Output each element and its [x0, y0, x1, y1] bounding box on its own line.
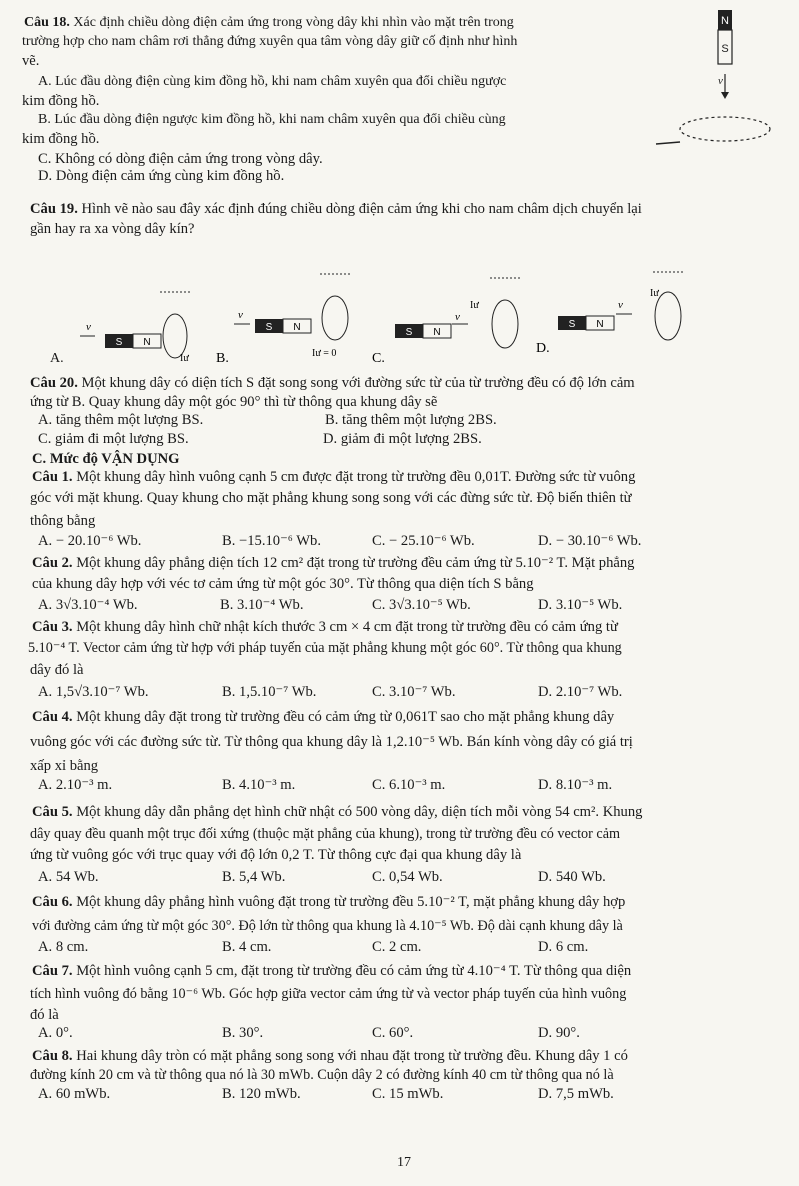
c7-text1: Một hình vuông cạnh 5 cm, đặt trong từ trường đều có cảm ứng từ 4.10⁻⁴ T. Từ thông qua diện	[76, 963, 632, 979]
c5-line2: dây quay đều quanh một trục đối xứng (thuộc mặt phẳng của khung), trong từ trường đều có vector cảm	[30, 826, 621, 842]
c1-option-b: B. −15.10⁻⁶ Wb.	[222, 533, 321, 549]
c4-number: Câu 4.	[32, 709, 73, 725]
c6-line1	[32, 893, 625, 911]
q18-number: Câu 18.	[24, 15, 70, 30]
c8-option-a: A. 60 mWb.	[38, 1086, 111, 1102]
c1-option-c: C. − 25.10⁻⁶ Wb.	[372, 533, 475, 549]
q19-fig-d-label: D.	[536, 341, 550, 356]
c2-option-d: D. 3.10⁻⁵ Wb.	[538, 597, 623, 613]
q19-number: Câu 19.	[30, 201, 78, 217]
q19-fig-c-loop	[492, 300, 518, 348]
q19-fig-a-current: Iư	[180, 353, 189, 364]
c7-number: Câu 7.	[32, 963, 73, 979]
q18-line1	[24, 14, 514, 32]
q19-fig-d-loop	[655, 292, 681, 340]
c8-line2: đường kính 20 cm và từ thông qua nó là 30 mWb. Cuộn dây 2 có đường kính 40 cm từ thông qua nó là	[30, 1067, 614, 1083]
q19-fig-a-s: S	[115, 337, 123, 348]
q19-line2: gần hay ra xa vòng dây kín?	[30, 221, 195, 237]
q19-fig-c-current: Iư	[470, 300, 479, 311]
q19-fig-c-s: S	[405, 327, 413, 338]
q19-line1	[30, 200, 642, 218]
c1-line2: góc với mặt khung. Quay khung cho mặt phẳng khung song song với các đừng sức từ. Độ biến thiên từ	[30, 490, 632, 506]
q19-fig-d-n: N	[596, 319, 604, 330]
q19-fig-c-label: C.	[372, 351, 385, 366]
c1-line1	[32, 468, 635, 486]
c3-option-d: D. 2.10⁻⁷ Wb.	[538, 684, 623, 700]
q19-fig-a-loop	[163, 314, 187, 358]
q18-option-a-cont: kim đồng hồ.	[22, 93, 100, 109]
q18-option-d: D. Dòng điện cảm ứng cùng kim đồng hồ.	[38, 168, 285, 184]
c8-number: Câu 8.	[32, 1048, 73, 1064]
q19-fig-a-v: v	[86, 321, 91, 333]
c3-option-a: A. 1,5√3.10⁻⁷ Wb.	[38, 684, 149, 700]
velocity-arrowhead	[721, 92, 729, 99]
q18-option-a: A. Lúc đầu dòng điện cùng kim đồng hồ, khi nam châm xuyên qua đổi chiều ngược	[38, 74, 507, 89]
c7-line2: tích hình vuông đó bằng 10⁻⁶ Wb. Góc hợp giữa vector cảm ứng từ và vector pháp tuyến của hình vuông	[30, 986, 627, 1002]
c8-option-b: B. 120 mWb.	[222, 1086, 301, 1102]
c3-number: Câu 3.	[32, 619, 73, 635]
q19-fig-b-s: S	[265, 322, 273, 333]
c8-option-c: C. 15 mWb.	[372, 1086, 444, 1102]
c1-option-a: A. − 20.10⁻⁶ Wb.	[38, 533, 142, 549]
c7-option-a: A. 0°.	[38, 1025, 73, 1041]
c7-option-d: D. 90°.	[538, 1025, 580, 1041]
c7-line1	[32, 962, 631, 980]
c6-option-d: D. 6 cm.	[538, 939, 589, 955]
c8-line1	[32, 1047, 628, 1065]
q18-option-b: B. Lúc đầu dòng điện ngược kim đồng hồ, khi nam châm xuyên qua đổi chiều cùng	[38, 112, 506, 127]
c4-line3: xấp xỉ bằng	[30, 758, 99, 774]
c7-option-c: C. 60°.	[372, 1025, 414, 1041]
c4-option-a: A. 2.10⁻³ m.	[38, 777, 113, 793]
c7-option-b: B. 30°.	[222, 1025, 264, 1041]
c8-option-d: D. 7,5 mWb.	[538, 1086, 614, 1102]
c5-number: Câu 5.	[32, 804, 73, 820]
c4-line1	[32, 708, 614, 726]
q20-option-c: C. giảm đi một lượng BS.	[38, 431, 189, 447]
c5-line3: ứng từ vuông góc với trục quay với độ lớn 0,2 T. Từ thông cực đại qua khung dây là	[30, 847, 522, 863]
c5-line1	[32, 803, 642, 821]
page-number: 17	[397, 1155, 411, 1170]
velocity-label: v	[718, 75, 723, 87]
q19-fig-a-n: N	[143, 337, 151, 348]
c4-option-c: C. 6.10⁻³ m.	[372, 777, 446, 793]
c3-text1: Một khung dây hình chữ nhật kích thước 3 cm × 4 cm đặt trong từ trường đều có cảm ứng từ	[76, 619, 618, 635]
q20-option-d: D. giảm đi một lượng 2BS.	[323, 431, 482, 447]
c4-text1: Một khung dây đặt trong từ trường đều có cảm ứng từ 0,061T sao cho mặt phẳng khung dây	[76, 709, 615, 725]
c6-text1: Một khung dây phẳng hình vuông đặt trong từ trường đều 5.10⁻² T, mặt phẳng khung dây hợp	[76, 894, 626, 910]
q18-line2: trường hợp cho nam châm rơi thẳng đứng xuyên qua tâm vòng dây giữ cố định như hình	[22, 34, 518, 49]
magnet-n-label: N	[721, 15, 729, 27]
loop-lead	[656, 142, 680, 144]
q19-figure-d	[536, 272, 683, 356]
q18-figure	[648, 4, 788, 154]
c3-option-b: B. 1,5.10⁻⁷ Wb.	[222, 684, 317, 700]
q19-fig-d-s: S	[568, 319, 576, 330]
q19-figure-c	[372, 278, 520, 366]
c3-line3: dây đó là	[30, 662, 84, 678]
q18-option-b-cont: kim đồng hồ.	[22, 131, 100, 147]
q20-text1: Một khung dây có diện tích S đặt song song với đường sức từ của từ trường đều có độ lớn cảm	[81, 375, 635, 391]
c5-option-c: C. 0,54 Wb.	[372, 869, 443, 885]
c6-line2: với đường cảm ứng từ một góc 30°. Độ lớn từ thông qua khung là 4.10⁻⁵ Wb. Độ dài cạnh khung dây là	[32, 918, 623, 934]
c3-line2: 5.10⁻⁴ T. Vector cảm ứng từ hợp với pháp tuyến của mặt phẳng khung một góc 60°. Từ thông qua khung	[28, 640, 622, 656]
c2-text1: Một khung dây phẳng diện tích 12 cm² đặt trong từ trường đều cảm ứng từ 5.10⁻² T. Mặt phẳng	[76, 555, 635, 571]
q19-fig-c-v: v	[455, 311, 460, 323]
q19-fig-b-loop	[322, 296, 348, 340]
c6-option-b: B. 4 cm.	[222, 939, 272, 955]
q19-figures	[50, 266, 710, 366]
q19-fig-a-label: A.	[50, 351, 64, 366]
c3-line1	[32, 618, 618, 636]
c4-line2: vuông góc với các đường sức từ. Từ thông qua khung dây là 1,2.10⁻⁵ Wb. Bán kính vòng dây có giá trị	[30, 734, 633, 750]
c8-text1: Hai khung dây tròn có mặt phẳng song song với nhau đặt trong từ trường đều. Khung dây 1 có	[76, 1048, 628, 1064]
c2-line2: của khung dây hợp với véc tơ cảm ứng từ một góc 30°. Từ thông qua diện tích S bằng	[32, 576, 534, 592]
c2-option-b: B. 3.10⁻⁴ Wb.	[220, 597, 304, 613]
c6-number: Câu 6.	[32, 894, 73, 910]
c5-option-b: B. 5,4 Wb.	[222, 869, 286, 885]
magnet-s-label: S	[721, 43, 729, 55]
wire-loop	[680, 117, 770, 141]
section-heading: C. Mức độ VẬN DỤNG	[32, 451, 180, 467]
q19-fig-b-current: Iư = 0	[312, 348, 337, 359]
q20-number: Câu 20.	[30, 375, 78, 391]
q19-fig-b-label: B.	[216, 351, 229, 366]
q19-fig-b-n: N	[293, 322, 301, 333]
c2-number: Câu 2.	[32, 555, 73, 571]
c2-line1	[32, 554, 634, 572]
c4-option-b: B. 4.10⁻³ m.	[222, 777, 296, 793]
q19-figure-a	[50, 292, 190, 366]
q19-fig-d-v: v	[618, 299, 623, 311]
c1-text1: Một khung dây hình vuông cạnh 5 cm được đặt trong từ trường đều 0,01T. Đường sức từ vuông	[76, 469, 636, 485]
c5-text1: Một khung dây dẫn phẳng dẹt hình chữ nhật có 500 vòng dây, diện tích mỗi vòng 54 cm². Khung	[76, 804, 643, 820]
q20-option-a: A. tăng thêm một lượng BS.	[38, 412, 204, 428]
q19-fig-b-v: v	[238, 309, 243, 321]
c6-option-c: C. 2 cm.	[372, 939, 422, 955]
q20-option-b: B. tăng thêm một lượng 2BS.	[325, 412, 497, 428]
c1-option-d: D. − 30.10⁻⁶ Wb.	[538, 533, 642, 549]
q19-fig-c-n: N	[433, 327, 441, 338]
c1-number: Câu 1.	[32, 469, 73, 485]
q18-text1: Xác định chiều dòng điện cảm ứng trong vòng dây khi nhìn vào mặt trên trong	[73, 15, 514, 30]
c4-option-d: D. 8.10⁻³ m.	[538, 777, 613, 793]
q20-line1	[30, 374, 635, 392]
q18-option-c: C. Không có dòng điện cảm ứng trong vòng dây.	[38, 151, 323, 167]
q19-figure-b	[216, 274, 350, 366]
c2-option-a: A. 3√3.10⁻⁴ Wb.	[38, 597, 138, 613]
q18-line3: vẽ.	[22, 53, 40, 69]
c5-option-d: D. 540 Wb.	[538, 869, 606, 885]
c1-line3: thông bằng	[30, 513, 96, 529]
c2-option-c: C. 3√3.10⁻⁵ Wb.	[372, 597, 471, 613]
c7-line3: đó là	[30, 1007, 59, 1023]
c5-option-a: A. 54 Wb.	[38, 869, 99, 885]
q19-text1: Hình vẽ nào sau đây xác định đúng chiều dòng điện cảm ứng khi cho nam châm dịch chuyển lại	[81, 201, 642, 217]
q19-fig-d-current: Iư	[650, 288, 659, 299]
q20-line2: ứng từ B. Quay khung dây một góc 90° thì từ thông qua khung dây sẽ	[30, 394, 438, 410]
c6-option-a: A. 8 cm.	[38, 939, 89, 955]
c3-option-c: C. 3.10⁻⁷ Wb.	[372, 684, 456, 700]
